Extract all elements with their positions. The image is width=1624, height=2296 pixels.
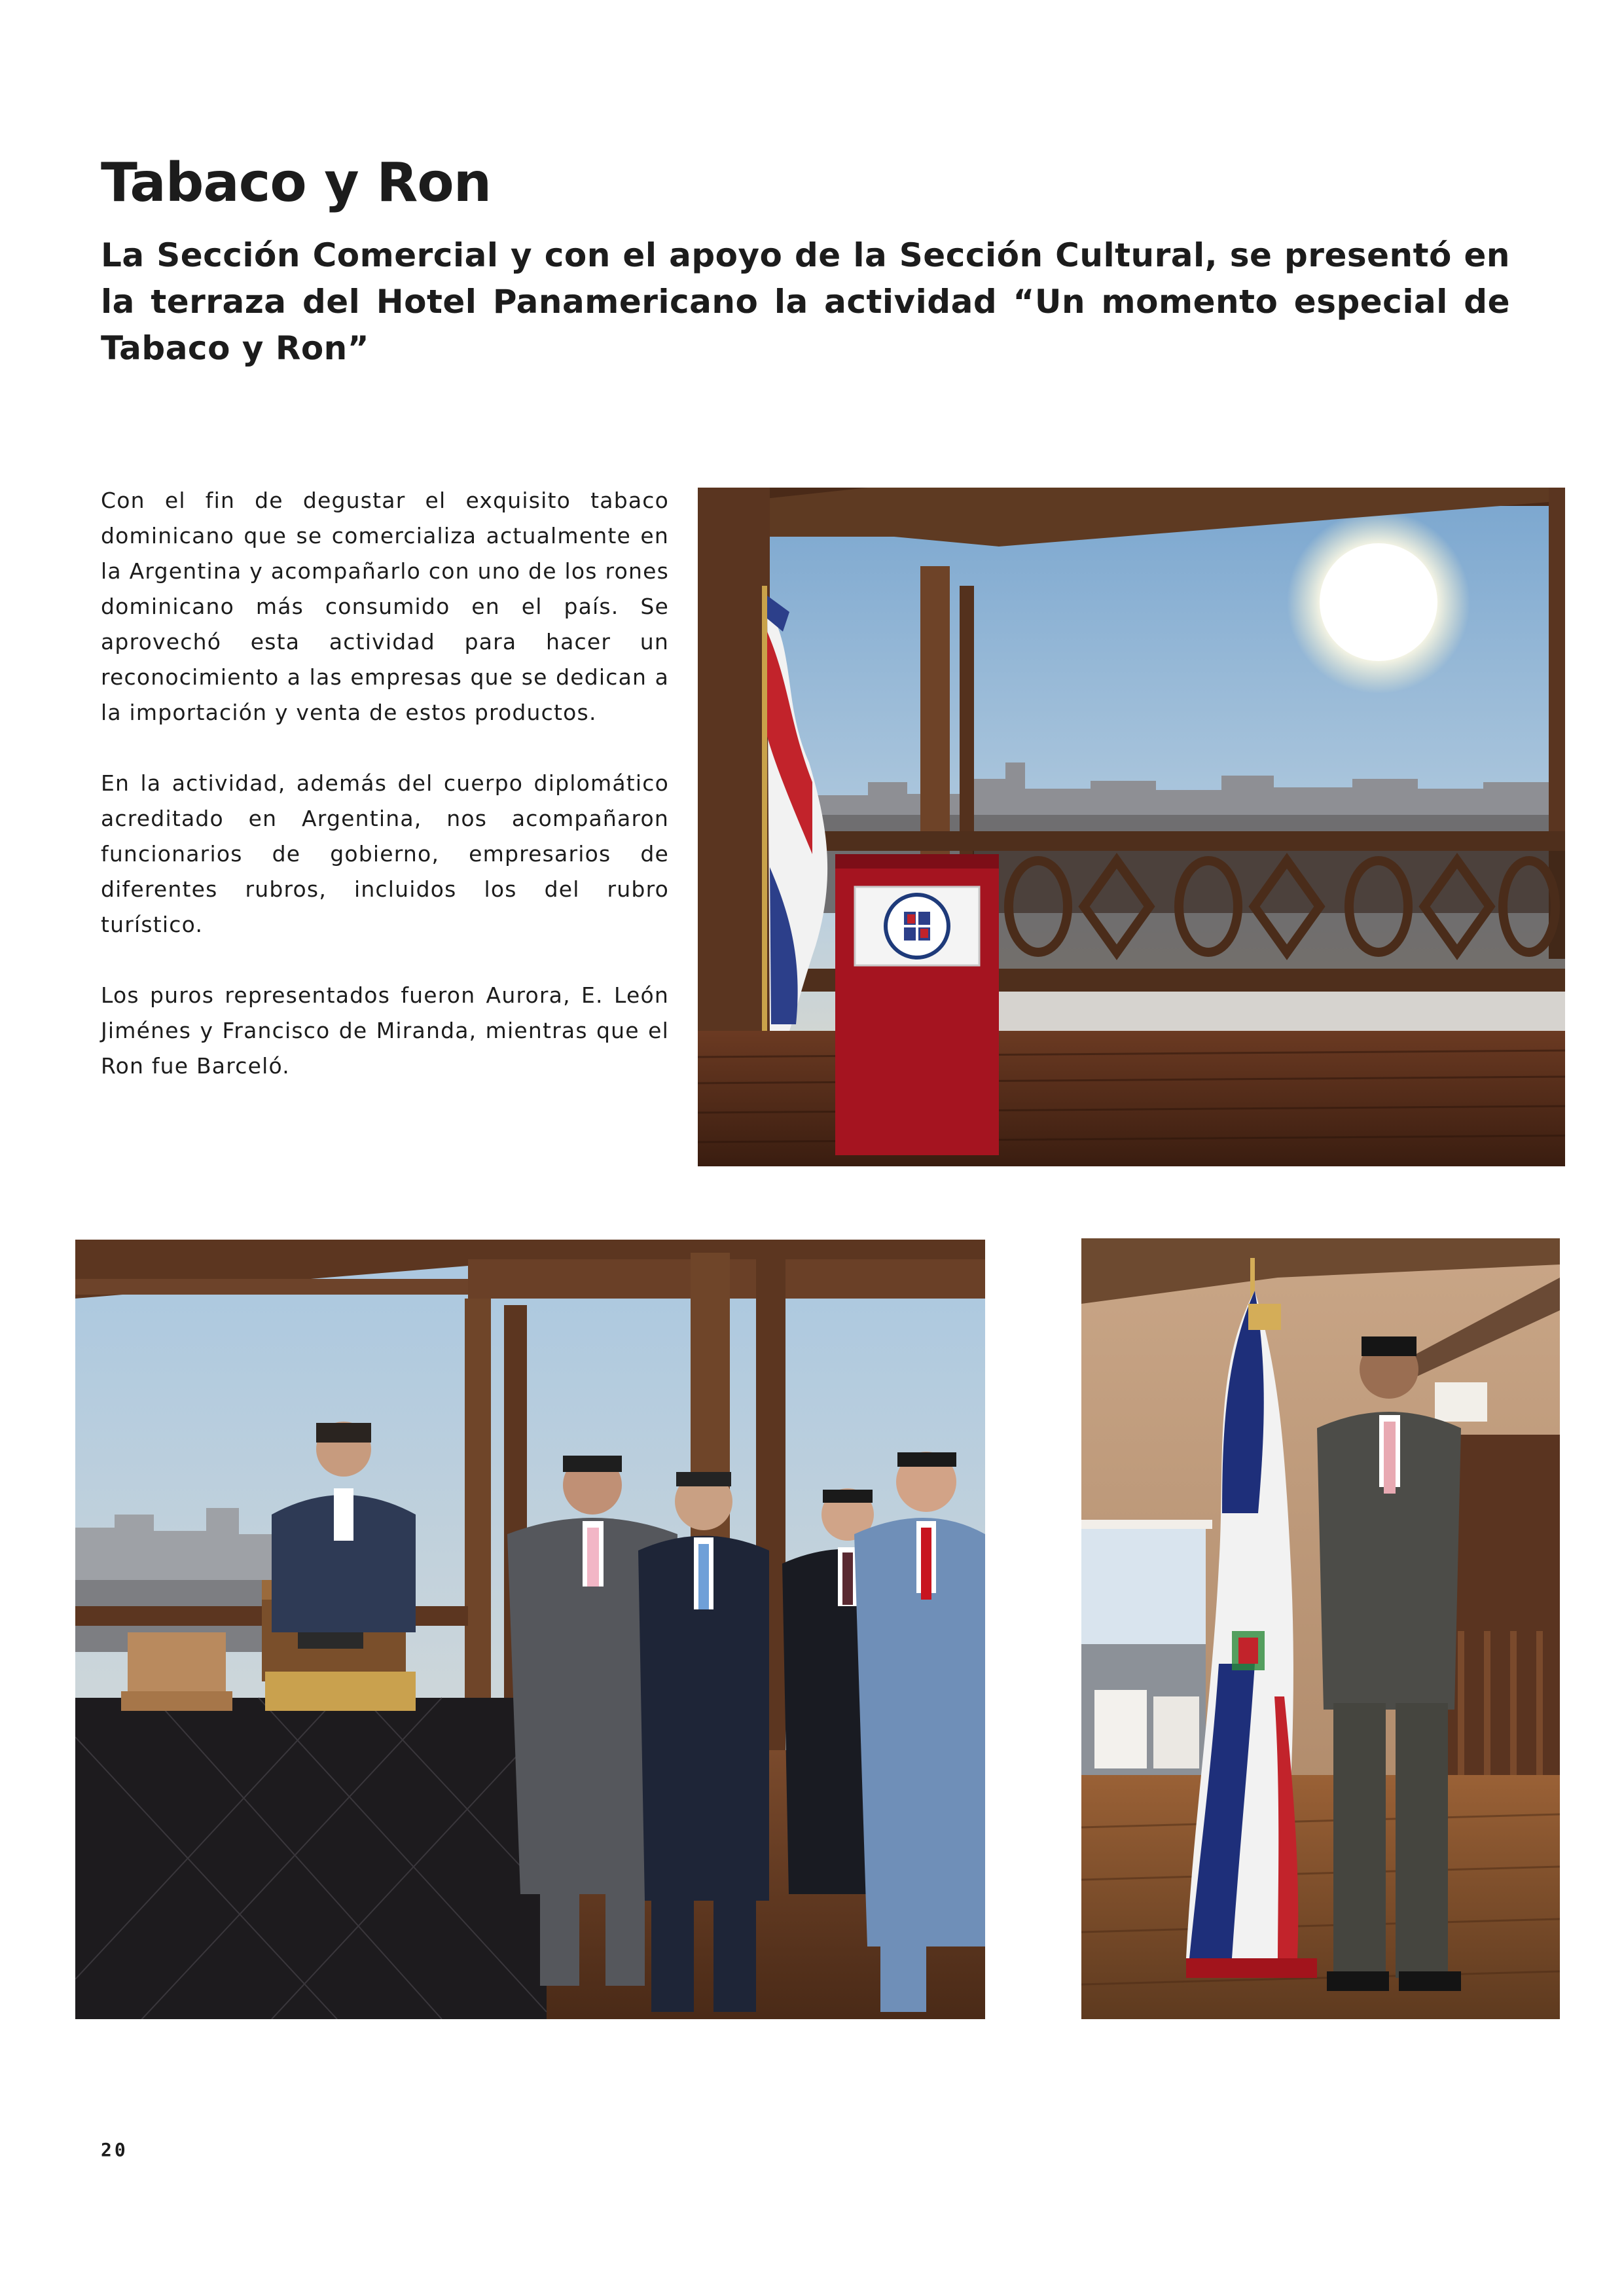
- body-paragraph: En la actividad, además del cuerpo diplomático acreditado en Argentina, nos acompañaron funcionarios de gobierno, empresarios de diferentes rubros, incluidos los del rubro turístico.: [101, 770, 669, 937]
- terrace-podium-photo: [698, 488, 1565, 1166]
- article-title: Tabaco y Ron: [101, 152, 492, 214]
- body-paragraph: Los puros representados fueron Aurora, E. León Jiménes y Francisco de Miranda, mientras que el Ron fue Barceló.: [101, 982, 669, 1079]
- body-paragraph: Con el fin de degustar el exquisito tabaco dominicano que se comercializa actualmente en la Argentina y acompañarlo con uno de los rones dominicano más consumido en el país. Se aprovechó esta actividad para hacer un reconocimiento a las empresas que se dedican a la importación y venta de estos productos.: [101, 488, 669, 725]
- article-subtitle: La Sección Comercial y con el apoyo de la Sección Cultural, se presentó en la terraza del Hotel Panamericano la actividad “Un momento especial de Tabaco y Ron”: [101, 236, 1510, 367]
- article-body: [101, 483, 669, 1119]
- page-number: 20: [101, 2139, 128, 2161]
- flag-portrait-photo: [1081, 1238, 1560, 2019]
- group-photo: [75, 1240, 985, 2019]
